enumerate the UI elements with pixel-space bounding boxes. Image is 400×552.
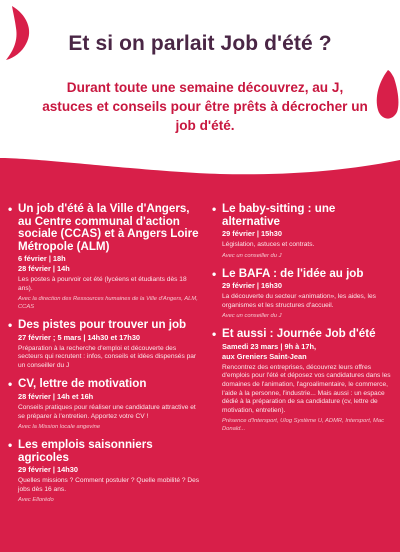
page-subtitle: Durant toute une semaine découvrez, au J, astuces et conseils pour être prêts à décrocher un job d'été. — [42, 80, 368, 133]
page-title: Et si on parlait Job d'été ? — [68, 32, 332, 55]
event-date: 28 février | 14h et 16h — [18, 391, 94, 401]
event-description: Quelles missions ? Comment postuler ? Quelle mobilité ? Des jobs dès 16 ans. — [18, 477, 200, 493]
event-date: Samedi 23 mars | 9h à 17h, — [222, 341, 317, 351]
event-date: 28 février | 14h — [18, 264, 70, 273]
event-date: 29 février | 16h30 — [222, 281, 283, 291]
event-heading: Le baby-sitting : une alternative — [222, 202, 336, 228]
event-credit: Avec la Mission locale angevine — [18, 424, 101, 431]
event-item — [212, 328, 396, 433]
event-credit: Avec Ellorédo — [18, 497, 54, 504]
bullet-icon: • — [8, 377, 13, 392]
event-description: Rencontrez des entreprises, découvrez leurs offres d'emplois pour l'été et déposez vos candidatures dans les domaines de l'animation, l'agroalimentaire, le commerce, l'aide à la personne, l'industrie... Mais aussi : un espace dédié à la préparation de sa candidature (cv, lettre de motivation, entretien). — [222, 363, 391, 414]
event-description: Conseils pratiques pour réaliser une candidature attractive et se préparer à l'entretien. Apportez votre CV ! — [18, 403, 196, 420]
bullet-icon: • — [212, 266, 217, 281]
event-item — [8, 439, 200, 504]
event-description: La découverte du secteur «animation», les aides, les organismes et les structures d'accueil. — [222, 293, 376, 309]
event-description: Législation, astuces et contrats. — [222, 241, 315, 248]
event-credit: Avec un conseiller du J — [222, 313, 282, 320]
event-credit: Avec un conseiller du J — [222, 252, 282, 259]
event-heading: Les emplois saisonniers agricoles — [18, 438, 153, 464]
bullet-icon: • — [8, 318, 13, 333]
event-location: aux Greniers Saint-Jean — [222, 351, 307, 361]
event-item — [8, 378, 200, 431]
bullet-icon: • — [8, 438, 13, 453]
event-date: 27 février ; 5 mars | 14h30 et 17h30 — [18, 332, 141, 342]
event-item — [212, 268, 396, 321]
event-description: Préparation à la recherche d'emploi et découverte des secteurs qui recrutent : infos, conseils et idées dispensés par un conseiller du J — [18, 344, 197, 369]
event-heading: Le BAFA : de l'idée au job — [222, 266, 364, 280]
event-description: Les postes à pourvoir cet été (lycéens et étudiants dès 18 ans). — [18, 276, 187, 292]
bullet-icon: • — [8, 202, 13, 216]
right-column — [212, 203, 396, 433]
event-date: 29 février | 15h30 — [222, 229, 283, 238]
event-heading: Des pistes pour trouver un job — [18, 318, 187, 332]
event-date: 6 février | 18h — [18, 254, 66, 263]
event-heading: Et aussi : Journée Job d'été — [222, 327, 376, 341]
event-heading: CV, lettre de motivation — [18, 377, 147, 391]
event-credit: Présence d'Intersport, Ulog Système U, ADMR, Intersport, Mac Donald... — [222, 418, 384, 433]
event-item — [8, 203, 200, 311]
event-heading: Un job d'été à la Ville d'Angers, au Centre communal d'action sociale (CCAS) et à Angers Loire Métropole (ALM) — [18, 202, 199, 253]
event-credit: Avec la direction des Ressources humaines de la Ville d'Angers, ALM, CCAS — [18, 296, 198, 311]
event-item — [8, 319, 200, 370]
bullet-icon: • — [212, 202, 217, 216]
event-item — [212, 203, 396, 260]
bullet-icon: • — [212, 327, 217, 342]
left-column — [8, 203, 200, 504]
event-date: 29 février | 14h30 — [18, 465, 79, 475]
